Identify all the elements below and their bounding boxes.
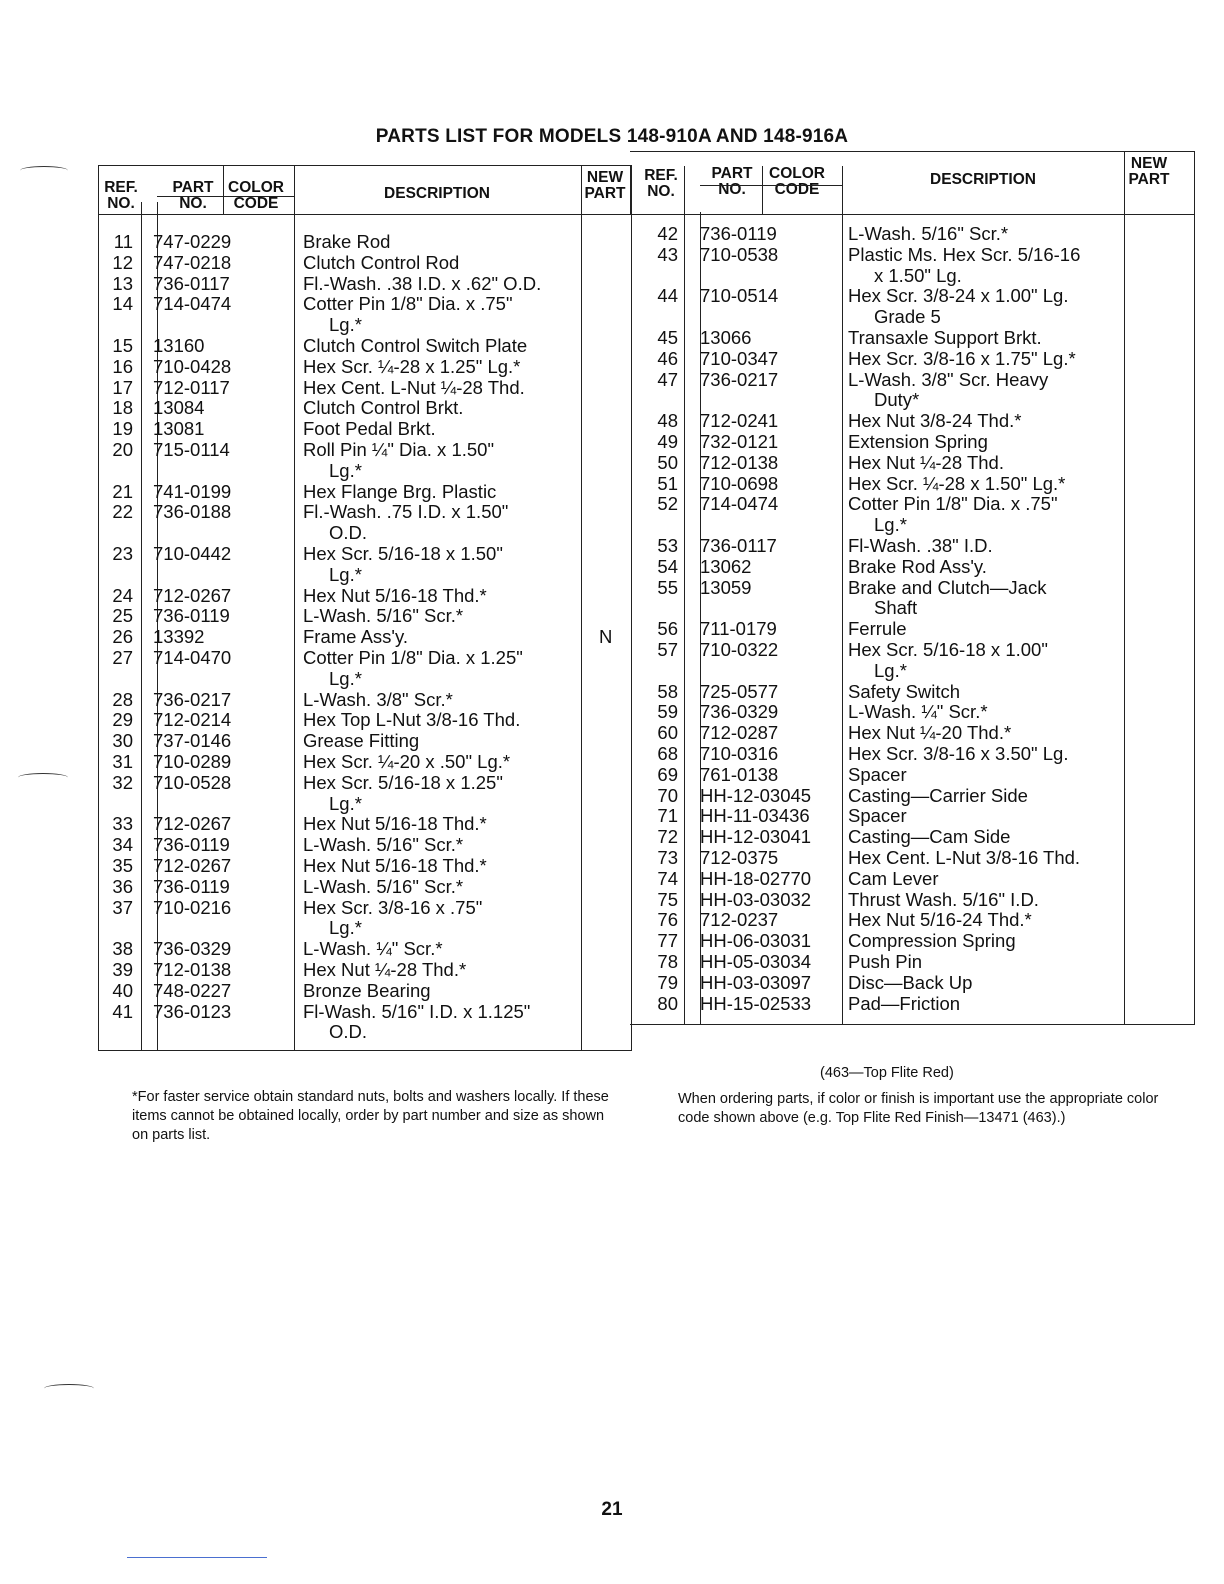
- ref-no: 38: [112, 938, 133, 960]
- description: Clutch Control Rod: [303, 251, 460, 273]
- ref-no: 37: [112, 896, 133, 918]
- description: Hex Nut 5/16-18 Thd.*: [303, 813, 487, 835]
- part-no: 712-0375: [700, 847, 779, 868]
- binder-hole-mark: [44, 1384, 94, 1393]
- ref-no: 76: [657, 909, 678, 931]
- description: Cam Lever: [848, 867, 939, 889]
- description: Push Pin: [848, 951, 923, 972]
- ref-no: 33: [112, 813, 133, 835]
- ref-no: 21: [112, 480, 133, 502]
- part-no: 712-0138: [153, 959, 232, 980]
- description: L-Wash. 3/8" Scr.*: [303, 688, 453, 710]
- description: L-Wash. 3/8" Scr. Heavy: [848, 368, 1049, 390]
- ref-no: 80: [657, 992, 678, 1014]
- part-no: HH-18-02770: [700, 867, 812, 889]
- part-no: 741-0199: [153, 480, 232, 502]
- header-description: DESCRIPTION: [930, 171, 1036, 188]
- description: Hex Scr. 5/16-18 x 1.50": [303, 543, 503, 564]
- ref-no: 28: [112, 688, 133, 710]
- ref-no: 56: [657, 618, 678, 640]
- part-no: 712-0267: [153, 855, 232, 876]
- ref-no: 24: [112, 584, 133, 606]
- ref-no: 14: [112, 293, 133, 315]
- description: Casting—Cam Side: [848, 826, 1011, 848]
- part-no: 737-0146: [153, 730, 232, 752]
- description: Hex Scr. ¼-28 x 1.25" Lg.*: [303, 355, 521, 377]
- part-no: 736-0117: [700, 535, 777, 556]
- part-no: 736-0117: [153, 272, 230, 294]
- description: Extension Spring: [848, 431, 988, 452]
- ref-no: 47: [657, 368, 678, 390]
- ref-no: 53: [657, 535, 678, 556]
- ref-no: 26: [112, 626, 133, 648]
- description: Hex Scr. 5/16-18 x 1.25": [303, 771, 503, 793]
- ref-no: 36: [112, 875, 133, 897]
- description: Hex Cent. L-Nut ¼-28 Thd.: [303, 376, 525, 398]
- binder-hole-mark: [20, 166, 68, 175]
- col-divider: [1124, 152, 1125, 1024]
- part-no: 761-0138: [700, 763, 779, 785]
- description-continued: Lg.*: [874, 514, 907, 536]
- parts-table-right: [630, 151, 1195, 1025]
- ref-no: 60: [657, 722, 678, 744]
- description: Hex Nut 5/16-24 Thd.*: [848, 909, 1032, 931]
- ref-no: 39: [112, 959, 133, 980]
- ref-no: 55: [657, 576, 678, 598]
- part-no: 13084: [153, 397, 205, 419]
- ref-no: 17: [112, 376, 133, 398]
- description-continued: Lg.*: [329, 917, 362, 939]
- description: Fl-Wash. .38" I.D.: [848, 535, 993, 556]
- part-no: 715-0114: [153, 439, 230, 460]
- ref-no: 11: [113, 231, 133, 252]
- ref-no: 71: [657, 805, 678, 827]
- part-no: 736-0329: [700, 701, 779, 723]
- description: L-Wash. 5/16" Scr.*: [303, 875, 464, 897]
- ref-no: 27: [112, 647, 133, 668]
- description: Hex Scr. 3/8-24 x 1.00" Lg.: [848, 285, 1069, 307]
- description: Roll Pin ¼" Dia. x 1.50": [303, 439, 495, 460]
- ref-no: 15: [112, 335, 133, 356]
- table-header-left: [99, 166, 631, 215]
- ref-no: 42: [657, 223, 678, 244]
- part-no: 712-0267: [153, 813, 232, 835]
- part-no: 747-0229: [153, 231, 232, 252]
- part-no: HH-12-03041: [700, 826, 812, 848]
- col-divider: [141, 202, 142, 1050]
- col-divider: [581, 166, 582, 1050]
- part-no: 712-0241: [700, 410, 779, 432]
- ref-no: 73: [657, 847, 678, 868]
- description: Hex Scr. ¼-20 x .50" Lg.*: [303, 751, 511, 772]
- part-no: 736-0329: [153, 938, 232, 960]
- ref-no: 68: [657, 743, 678, 764]
- description: Hex Nut 3/8-24 Thd.*: [848, 410, 1022, 432]
- description: Hex Scr. ¼-28 x 1.50" Lg.*: [848, 472, 1066, 494]
- description: Spacer: [848, 763, 907, 785]
- description: Compression Spring: [848, 930, 1016, 952]
- part-no: 710-0289: [153, 751, 232, 772]
- description: Brake Rod Ass'y.: [848, 555, 987, 577]
- description-continued: O.D.: [329, 1021, 368, 1043]
- description: L-Wash. 5/16" Scr.*: [848, 223, 1009, 244]
- ref-no: 51: [657, 472, 678, 494]
- description: L-Wash. 5/16" Scr.*: [303, 834, 464, 856]
- ref-no: 77: [657, 930, 678, 952]
- ref-no: 49: [657, 431, 678, 452]
- description: Frame Ass'y.: [303, 626, 408, 648]
- ref-no: 59: [657, 701, 678, 723]
- description: Hex Scr. 5/16-18 x 1.00": [848, 639, 1048, 660]
- description: Clutch Control Switch Plate: [303, 335, 528, 356]
- ref-no: 58: [657, 680, 678, 702]
- description: Clutch Control Brkt.: [303, 397, 464, 419]
- header-ref: REF. NO.: [104, 179, 138, 212]
- description: Hex Top L-Nut 3/8-16 Thd.: [303, 709, 521, 731]
- part-no: 712-0214: [153, 709, 232, 731]
- description: Hex Nut ¼-20 Thd.*: [848, 722, 1012, 744]
- description: Hex Scr. 3/8-16 x 3.50" Lg.: [848, 743, 1069, 764]
- ref-no: 43: [657, 243, 678, 265]
- part-no: 13081: [153, 418, 205, 440]
- part-no: 736-0188: [153, 501, 232, 523]
- header-description: DESCRIPTION: [384, 185, 490, 202]
- part-no: 13066: [700, 327, 752, 348]
- description: Spacer: [848, 805, 907, 827]
- ref-no: 70: [657, 784, 678, 806]
- ref-no: 20: [112, 439, 133, 460]
- part-no: HH-05-03034: [700, 951, 812, 972]
- header-color: COLOR CODE: [228, 179, 284, 212]
- ref-no: 34: [112, 834, 133, 856]
- description: L-Wash. 5/16" Scr.*: [303, 605, 464, 627]
- page-number: 21: [601, 1499, 623, 1520]
- header-part: PART NO.: [172, 179, 214, 212]
- footnote-left: *For faster service obtain standard nuts, bolts and washers locally. If these items cannot be obtained locally, order by part number and size as shown on parts list.: [132, 1089, 609, 1143]
- description: Hex Nut ¼-28 Thd.*: [303, 959, 467, 980]
- ref-no: 22: [112, 501, 133, 523]
- ref-no: 23: [112, 543, 133, 564]
- ref-no: 44: [657, 285, 678, 307]
- col-divider: [294, 166, 295, 1050]
- description: L-Wash. ¼" Scr.*: [303, 938, 443, 960]
- col-divider: [762, 166, 763, 214]
- part-no: 710-0428: [153, 355, 232, 377]
- ref-no: 69: [657, 763, 678, 785]
- description-continued: Duty*: [874, 389, 920, 411]
- description-continued: Lg.*: [329, 667, 362, 689]
- header-part-color-split: [700, 185, 842, 186]
- ref-no: 19: [112, 418, 133, 440]
- ref-no: 46: [657, 347, 678, 369]
- description-continued: Grade 5: [874, 306, 941, 328]
- col-divider: [684, 166, 685, 1024]
- part-no: 725-0577: [700, 680, 779, 702]
- part-no: 712-0237: [700, 909, 779, 931]
- col-divider: [630, 166, 631, 214]
- header-ref: REF. NO.: [644, 167, 678, 200]
- description-continued: Lg.*: [329, 459, 362, 481]
- ref-no: 48: [657, 410, 678, 432]
- description: Ferrule: [848, 618, 907, 640]
- description-continued: Lg.*: [329, 792, 362, 814]
- header-new: NEW PART: [584, 169, 626, 202]
- part-no: 732-0121: [700, 431, 779, 452]
- part-no: 736-0119: [700, 223, 777, 244]
- description-continued: Lg.*: [329, 314, 362, 336]
- description-continued: Lg.*: [329, 563, 362, 585]
- description: Hex Cent. L-Nut 3/8-16 Thd.: [848, 847, 1081, 868]
- description: Hex Scr. 3/8-16 x 1.75" Lg.*: [848, 347, 1076, 369]
- part-no: 710-0528: [153, 771, 232, 793]
- ref-no: 41: [112, 1000, 133, 1022]
- parts-table-left: [98, 165, 632, 1051]
- description-continued: x 1.50" Lg.: [874, 264, 962, 286]
- description: Grease Fitting: [303, 730, 420, 752]
- header-part: PART NO.: [711, 165, 753, 198]
- part-no: HH-03-03032: [700, 888, 812, 910]
- description: Plastic Ms. Hex Scr. 5/16-16: [848, 243, 1081, 265]
- ref-no: 52: [657, 493, 678, 515]
- description: Safety Switch: [848, 680, 961, 702]
- header-new: NEW PART: [1128, 155, 1170, 188]
- col-divider: [842, 166, 843, 1024]
- ref-no: 40: [112, 979, 133, 1001]
- header-color: COLOR CODE: [769, 165, 825, 198]
- description: Bronze Bearing: [303, 979, 431, 1001]
- description: Hex Nut 5/16-18 Thd.*: [303, 855, 487, 876]
- part-no: 736-0119: [153, 834, 230, 856]
- part-no: 13062: [700, 555, 752, 577]
- header-part-color-split: [157, 196, 294, 197]
- ref-no: 72: [657, 826, 678, 848]
- description: Hex Scr. 3/8-16 x .75": [303, 896, 483, 918]
- part-no: 714-0474: [153, 293, 232, 315]
- new-part-flag: N: [599, 626, 613, 648]
- part-no: 736-0119: [153, 875, 230, 897]
- ref-no: 79: [657, 971, 678, 993]
- description: Fl.-Wash. .75 I.D. x 1.50": [303, 501, 509, 523]
- part-no: 736-0119: [153, 605, 230, 627]
- part-no: HH-11-03436: [700, 805, 810, 827]
- part-no: 710-0216: [153, 896, 232, 918]
- part-no: 736-0217: [700, 368, 779, 390]
- part-no: 736-0217: [153, 688, 232, 710]
- description: Hex Nut 5/16-18 Thd.*: [303, 584, 487, 606]
- description-continued: O.D.: [329, 522, 368, 544]
- description: Thrust Wash. 5/16" I.D.: [848, 888, 1039, 910]
- part-no: 748-0227: [153, 979, 232, 1001]
- ref-no: 29: [112, 709, 133, 731]
- part-no: 710-0698: [700, 472, 779, 494]
- description: Cotter Pin 1/8" Dia. x .75": [848, 493, 1058, 515]
- part-no: HH-15-02533: [700, 992, 812, 1014]
- part-no: 710-0322: [700, 639, 779, 660]
- ref-no: 25: [112, 605, 133, 627]
- ref-no: 45: [657, 327, 678, 348]
- ref-no: 35: [112, 855, 133, 876]
- ref-no: 75: [657, 888, 678, 910]
- ref-no: 31: [112, 751, 133, 772]
- description: Hex Flange Brg. Plastic: [303, 480, 497, 502]
- col-divider: [223, 166, 224, 214]
- ref-no: 54: [657, 555, 678, 577]
- part-no: 13059: [700, 576, 752, 598]
- description: Brake Rod: [303, 231, 391, 252]
- part-no: 711-0179: [700, 618, 777, 640]
- description: Transaxle Support Brkt.: [848, 327, 1042, 348]
- page-title: PARTS LIST FOR MODELS 148-910A AND 148-916A: [375, 126, 849, 147]
- binder-hole-mark: [18, 773, 68, 782]
- description: Pad—Friction: [848, 992, 961, 1014]
- description: Casting—Carrier Side: [848, 784, 1028, 806]
- ref-no: 13: [112, 272, 133, 294]
- description-continued: Shaft: [874, 597, 918, 619]
- part-no: 747-0218: [153, 251, 232, 273]
- part-no: 712-0138: [700, 451, 779, 473]
- part-no: HH-06-03031: [700, 930, 812, 952]
- description: Foot Pedal Brkt.: [303, 418, 436, 440]
- description: Hex Nut ¼-28 Thd.: [848, 451, 1004, 473]
- ref-no: 16: [112, 355, 133, 377]
- part-no: 710-0442: [153, 543, 232, 564]
- part-no: 710-0316: [700, 743, 779, 764]
- description: Fl.-Wash. .38 I.D. x .62" O.D.: [303, 272, 542, 294]
- part-no: 710-0538: [700, 243, 779, 265]
- footnote-right: When ordering parts, if color or finish is important use the appropriate color code shown above (e.g. Top Flite Red Finish—13471 (463).): [678, 1091, 1159, 1126]
- part-no: 13392: [153, 626, 205, 648]
- ref-no: 30: [112, 730, 133, 752]
- ref-no: 50: [657, 451, 678, 473]
- ref-no: 78: [657, 951, 678, 972]
- description: L-Wash. ¼" Scr.*: [848, 701, 988, 723]
- part-no: 712-0267: [153, 584, 232, 606]
- part-no: 714-0474: [700, 493, 779, 515]
- ref-no: 18: [112, 397, 133, 419]
- description: Cotter Pin 1/8" Dia. x 1.25": [303, 647, 523, 668]
- description: Disc—Back Up: [848, 971, 973, 993]
- ref-no: 12: [112, 251, 133, 273]
- description: Cotter Pin 1/8" Dia. x .75": [303, 293, 513, 315]
- ref-no: 57: [657, 639, 678, 660]
- table-header-right: [630, 166, 1194, 215]
- part-no: HH-03-03097: [700, 971, 812, 993]
- ref-no: 32: [112, 771, 133, 793]
- color-note: (463—Top Flite Red): [820, 1065, 954, 1081]
- part-no: 13160: [153, 335, 205, 356]
- part-no: 714-0470: [153, 647, 232, 668]
- ref-no: 74: [657, 867, 678, 889]
- part-no: 712-0287: [700, 722, 779, 744]
- part-no: 736-0123: [153, 1000, 232, 1022]
- description: Fl-Wash. 5/16" I.D. x 1.125": [303, 1000, 531, 1022]
- edge-line: [127, 1557, 267, 1558]
- description-continued: Lg.*: [874, 659, 907, 681]
- description: Brake and Clutch—Jack: [848, 576, 1047, 598]
- part-no: 712-0117: [153, 376, 230, 398]
- part-no: HH-12-03045: [700, 784, 812, 806]
- part-no: 710-0514: [700, 285, 779, 307]
- part-no: 710-0347: [700, 347, 779, 369]
